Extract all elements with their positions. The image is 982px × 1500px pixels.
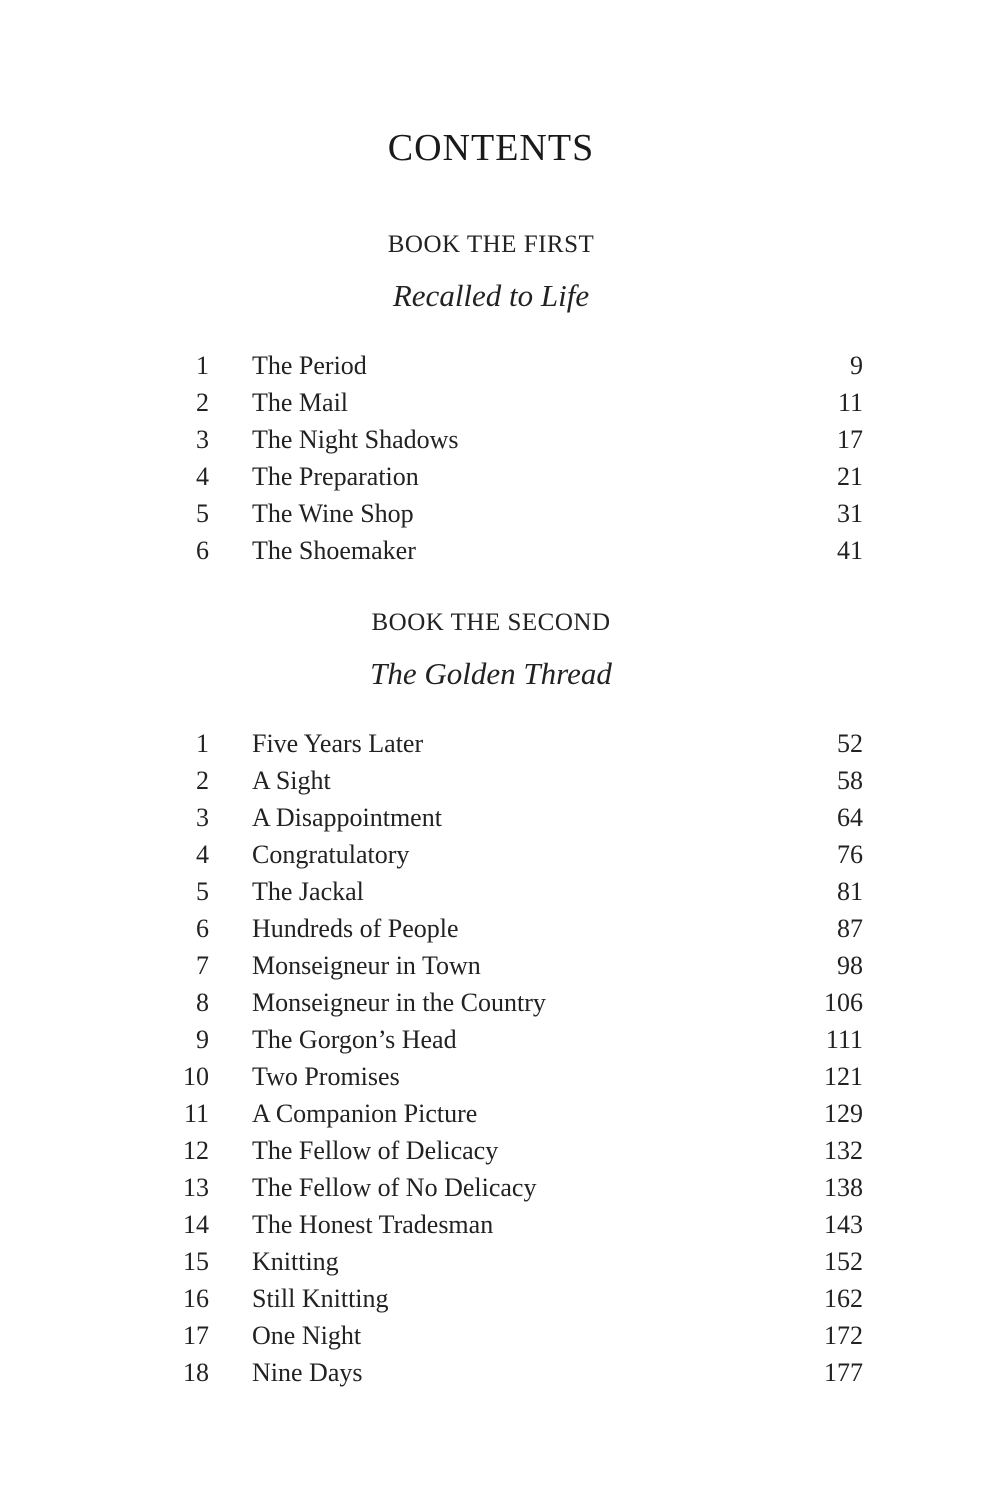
chapter-title: The Period (252, 351, 367, 380)
page-number: 58 (837, 766, 863, 795)
page-number: 152 (824, 1247, 863, 1276)
toc-row[interactable] (0, 384, 982, 421)
chapter-title: A Sight (252, 766, 331, 795)
chapter-title: The Night Shadows (252, 425, 459, 454)
chapter-title: The Wine Shop (252, 499, 414, 528)
toc-row[interactable] (0, 458, 982, 495)
chapter-number: 18 (183, 1358, 209, 1387)
book-2-chapter-list (0, 725, 982, 1391)
toc-row[interactable] (0, 1206, 982, 1243)
chapter-number: 2 (196, 766, 209, 795)
chapter-number: 3 (196, 803, 209, 832)
page-number: 121 (824, 1062, 863, 1091)
chapter-number: 11 (183, 1099, 209, 1128)
page-number: 17 (837, 425, 863, 454)
page-number: 9 (850, 351, 863, 380)
page-number: 138 (824, 1173, 863, 1202)
page-number: 87 (837, 914, 863, 943)
page-number: 106 (824, 988, 863, 1017)
book-1-chapter-list (0, 347, 982, 569)
page-number: 81 (837, 877, 863, 906)
toc-row[interactable] (0, 347, 982, 384)
toc-row[interactable] (0, 762, 982, 799)
chapter-title: A Disappointment (252, 803, 442, 832)
chapter-number: 3 (196, 425, 209, 454)
page-number: 177 (824, 1358, 863, 1387)
chapter-number: 6 (196, 914, 209, 943)
book-2-subtitle: The Golden Thread (370, 656, 612, 691)
book-2-label: BOOK THE SECOND (371, 609, 611, 636)
chapter-number: 1 (196, 351, 209, 380)
toc-row[interactable] (0, 1132, 982, 1169)
page-number: 31 (837, 499, 863, 528)
toc-row[interactable] (0, 1095, 982, 1132)
page-number: 172 (824, 1321, 863, 1350)
chapter-title: Monseigneur in the Country (252, 988, 546, 1017)
chapter-number: 9 (196, 1025, 209, 1054)
chapter-title: The Honest Tradesman (252, 1210, 494, 1239)
page-number: 98 (837, 951, 863, 980)
chapter-title: Hundreds of People (252, 914, 459, 943)
chapter-title: The Jackal (252, 877, 364, 906)
chapter-title: A Companion Picture (252, 1099, 478, 1128)
toc-row[interactable] (0, 532, 982, 569)
chapter-number: 8 (196, 988, 209, 1017)
chapter-number: 4 (196, 840, 209, 869)
chapter-title: The Fellow of No Delicacy (252, 1173, 537, 1202)
chapter-number: 5 (196, 877, 209, 906)
chapter-number: 2 (196, 388, 209, 417)
toc-row[interactable] (0, 836, 982, 873)
chapter-number: 5 (196, 499, 209, 528)
toc-row[interactable] (0, 1169, 982, 1206)
chapter-number: 6 (196, 536, 209, 565)
chapter-number: 16 (183, 1284, 209, 1313)
toc-row[interactable] (0, 947, 982, 984)
toc-row[interactable] (0, 1354, 982, 1391)
chapter-title: Knitting (252, 1247, 339, 1276)
toc-row[interactable] (0, 910, 982, 947)
page-number: 64 (837, 803, 863, 832)
toc-row[interactable] (0, 799, 982, 836)
chapter-number: 17 (183, 1321, 209, 1350)
toc-row[interactable] (0, 421, 982, 458)
chapter-number: 12 (183, 1136, 209, 1165)
chapter-title: The Fellow of Delicacy (252, 1136, 499, 1165)
page-number: 76 (837, 840, 863, 869)
chapter-number: 4 (196, 462, 209, 491)
page-number: 143 (824, 1210, 863, 1239)
book-1-subtitle: Recalled to Life (392, 278, 590, 313)
chapter-title: Monseigneur in Town (252, 951, 481, 980)
toc-row[interactable] (0, 984, 982, 1021)
toc-row[interactable] (0, 495, 982, 532)
chapter-number: 10 (183, 1062, 209, 1091)
chapter-title: The Shoemaker (252, 536, 416, 565)
chapter-number: 1 (196, 729, 209, 758)
toc-row[interactable] (0, 1058, 982, 1095)
page-title: CONTENTS (387, 127, 595, 169)
chapter-number: 7 (196, 951, 209, 980)
page-number: 111 (825, 1025, 863, 1054)
chapter-title: Two Promises (252, 1062, 400, 1091)
toc-row[interactable] (0, 1243, 982, 1280)
toc-row[interactable] (0, 1317, 982, 1354)
chapter-number: 15 (183, 1247, 209, 1276)
page-number: 162 (824, 1284, 863, 1313)
chapter-title: Still Knitting (252, 1284, 389, 1313)
page-number: 21 (837, 462, 863, 491)
chapter-number: 13 (183, 1173, 209, 1202)
chapter-title: Nine Days (252, 1358, 363, 1387)
toc-row[interactable] (0, 725, 982, 762)
chapter-title: Congratulatory (252, 840, 410, 869)
chapter-title: The Preparation (252, 462, 419, 491)
chapter-title: The Gorgon’s Head (252, 1025, 457, 1054)
page-number: 52 (837, 729, 863, 758)
page-number: 41 (837, 536, 863, 565)
toc-row[interactable] (0, 1021, 982, 1058)
toc-row[interactable] (0, 873, 982, 910)
toc-row[interactable] (0, 1280, 982, 1317)
chapter-title: The Mail (252, 388, 349, 417)
chapter-title: Five Years Later (252, 729, 424, 758)
page-number: 129 (824, 1099, 863, 1128)
page-number: 132 (824, 1136, 863, 1165)
page-number: 11 (837, 388, 863, 417)
chapter-number: 14 (183, 1210, 209, 1239)
book-1-label: BOOK THE FIRST (387, 231, 595, 258)
chapter-title: One Night (252, 1321, 362, 1350)
